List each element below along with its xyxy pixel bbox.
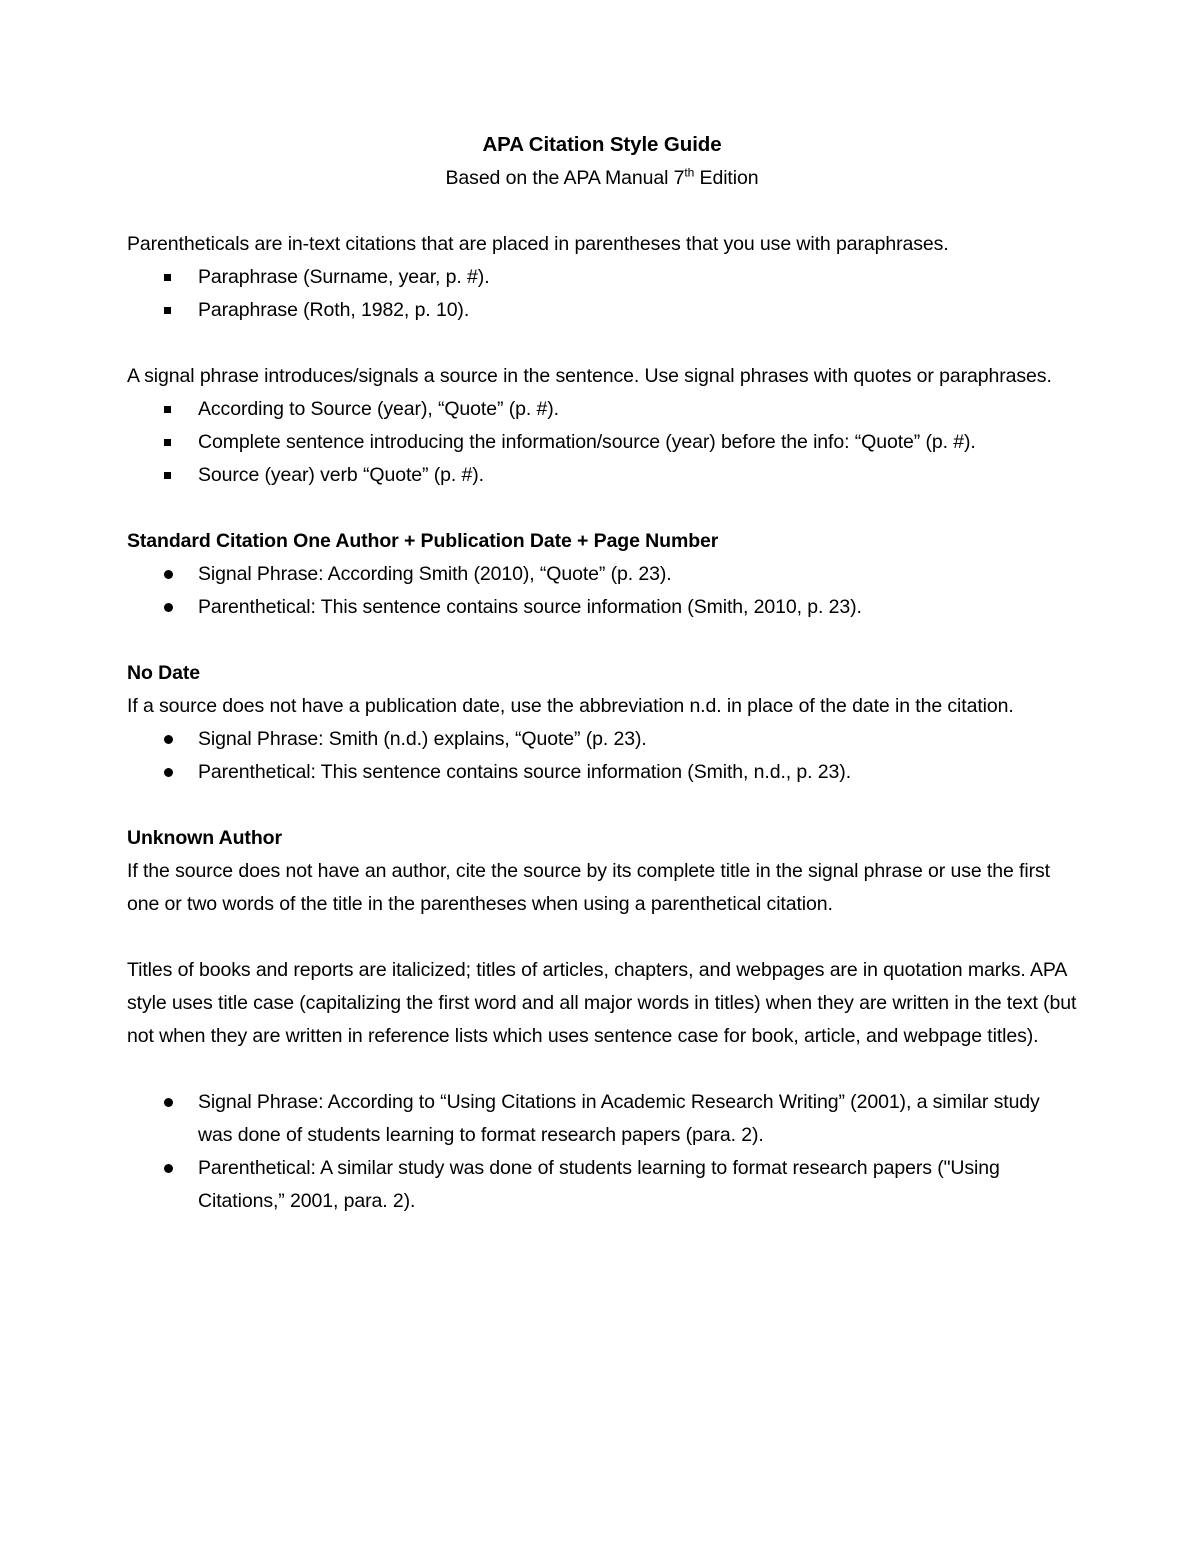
parentheticals-section	[127, 228, 1077, 327]
no-date-text: If a source does not have a publication date, use the abbreviation n.d. in place of the date in the citation.	[127, 695, 1014, 717]
paragraph-gap	[127, 789, 1077, 822]
subtitle-superscript: th	[684, 165, 695, 180]
list-item: Paraphrase (Surname, year, p. #).	[127, 261, 1077, 294]
document-title: APA Citation Style Guide	[482, 133, 722, 156]
list-item: Parenthetical: A similar study was done of students learning to format research papers ("Using Citations,” 2001, para. 2).	[127, 1152, 1077, 1218]
signal-phrase-list	[127, 393, 1077, 492]
no-date-list	[127, 723, 1077, 789]
unknown-author-text: If the source does not have an author, cite the source by its complete title in the signal phrase or use the first one or two words of the title in the parentheses when using a parenthetical citation.	[127, 860, 1050, 915]
parentheticals-list	[127, 261, 1077, 327]
standard-citation-section	[127, 525, 1077, 624]
document-page	[127, 128, 1077, 1218]
paragraph-gap	[127, 921, 1077, 954]
unknown-author-section	[127, 822, 1077, 1218]
subtitle-prefix: Based on the APA Manual 7	[445, 167, 685, 189]
standard-citation-heading: Standard Citation One Author + Publication Date + Page Number	[127, 530, 719, 552]
list-item: Signal Phrase: According to “Using Citations in Academic Research Writing” (2001), a similar study was done of students learning to format research papers (para. 2).	[127, 1086, 1077, 1152]
list-item: Signal Phrase: Smith (n.d.) explains, “Quote” (p. 23).	[127, 723, 1077, 756]
unknown-author-heading: Unknown Author	[127, 827, 282, 849]
paragraph-gap	[127, 1053, 1077, 1086]
unknown-author-list	[127, 1086, 1077, 1218]
signal-phrase-section	[127, 360, 1077, 492]
subtitle-suffix: Edition	[694, 167, 759, 189]
no-date-section	[127, 657, 1077, 789]
standard-citation-list	[127, 558, 1077, 624]
parentheticals-intro: Parentheticals are in-text citations that are placed in parentheses that you use with paraphrases.	[127, 233, 949, 255]
document-subtitle	[127, 162, 1077, 195]
paragraph-gap	[127, 327, 1077, 360]
paragraph-gap	[127, 624, 1077, 657]
paragraph-gap	[127, 492, 1077, 525]
list-item: Signal Phrase: According Smith (2010), “Quote” (p. 23).	[127, 558, 1077, 591]
list-item: Source (year) verb “Quote” (p. #).	[127, 459, 1077, 492]
list-item: Paraphrase (Roth, 1982, p. 10).	[127, 294, 1077, 327]
list-item: Complete sentence introducing the information/source (year) before the info: “Quote” (p. #).	[127, 426, 1077, 459]
titles-text: Titles of books and reports are italicized; titles of articles, chapters, and webpages are in quotation marks. APA style uses title case (capitalizing the first word and all major words in titles) when they are written in the text (but not when they are written in reference lists which uses sentence case for book, article, and webpage titles).	[127, 959, 1077, 1047]
list-item: Parenthetical: This sentence contains source information (Smith, 2010, p. 23).	[127, 591, 1077, 624]
no-date-heading: No Date	[127, 662, 200, 684]
signal-phrase-intro: A signal phrase introduces/signals a source in the sentence. Use signal phrases with quotes or paraphrases.	[127, 365, 1052, 387]
list-item: Parenthetical: This sentence contains source information (Smith, n.d., p. 23).	[127, 756, 1077, 789]
list-item: According to Source (year), “Quote” (p. #).	[127, 393, 1077, 426]
